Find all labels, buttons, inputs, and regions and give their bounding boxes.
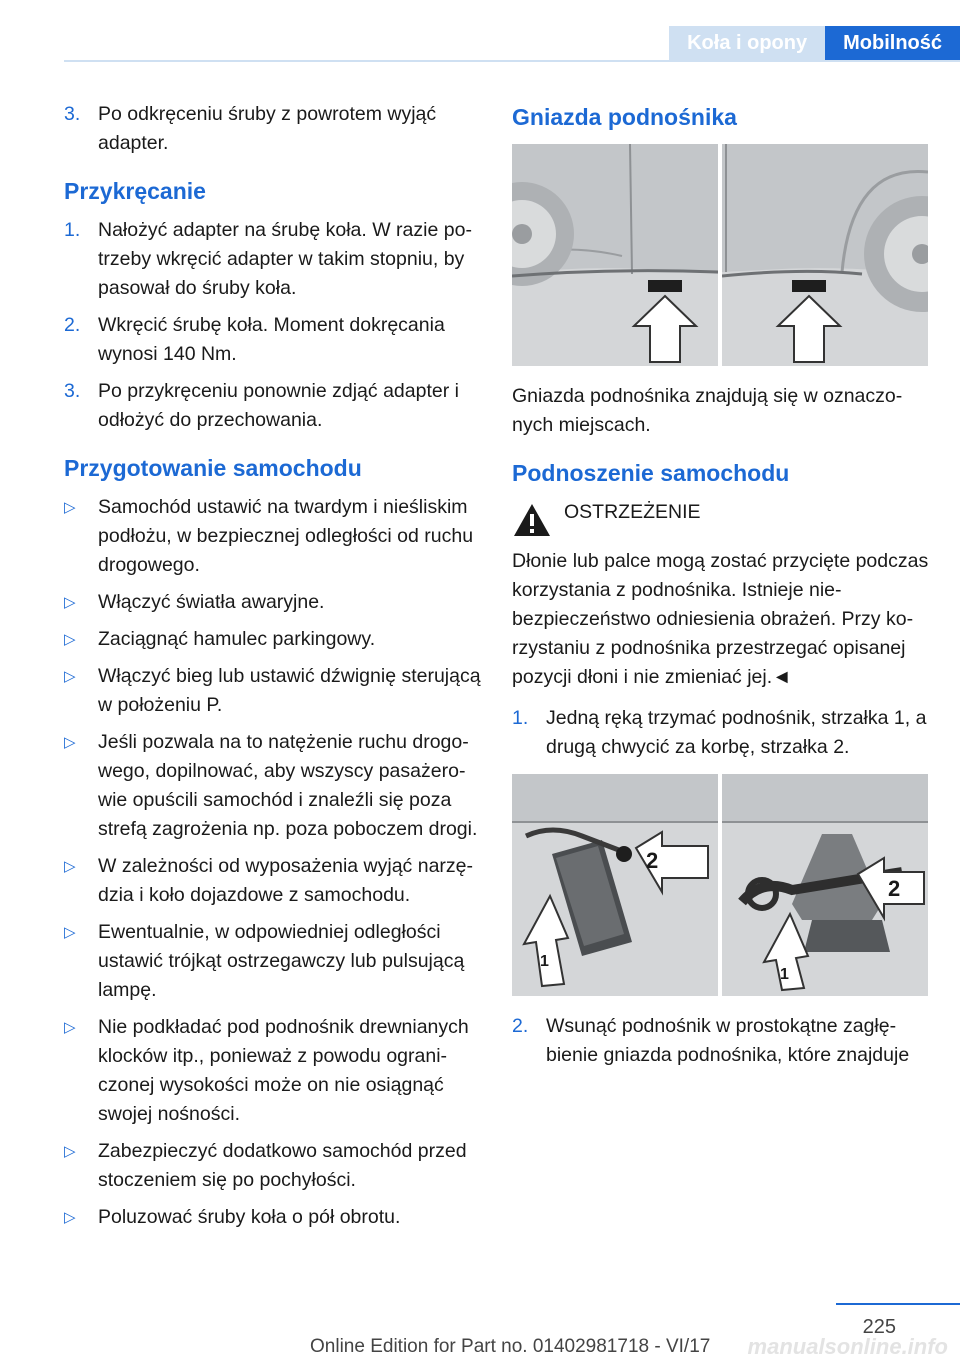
heading-screwing: Przykręcanie xyxy=(64,178,206,204)
heading-jack-points: Gniazda podnośnika xyxy=(512,104,737,130)
jack-handling-figure xyxy=(512,774,928,996)
tab-chapter[interactable]: Mobilność xyxy=(825,26,960,60)
list-item xyxy=(64,1013,482,1129)
arrow-label-1: 1 xyxy=(780,966,789,983)
triangle-right-icon: ▷ xyxy=(64,499,76,516)
bullet-text: Samochód ustawić na twardym i nieśliskim podłożu, w bezpiecznej odległości od ruchu drogowego. xyxy=(98,496,474,576)
arrow-label-2: 2 xyxy=(646,848,659,873)
list-item xyxy=(64,625,482,654)
warning-triangle-icon xyxy=(512,498,564,543)
step-number: 2. xyxy=(512,1015,529,1037)
arrow-label-2: 2 xyxy=(888,876,901,901)
heading-lifting: Podnoszenie samochodu xyxy=(512,460,790,486)
step-text: Jedną ręką trzymać podnośnik, strzałka 1, a drugą chwycić za korbę, strzałka 2. xyxy=(546,707,927,758)
step-number: 3. xyxy=(64,380,81,402)
step-number: 1. xyxy=(512,707,529,729)
list-item xyxy=(64,728,482,844)
bullet-text: Nie podkładać pod podnośnik drewnianych klocków itp., ponieważ z powodu ograniczonej wysokości może on nie osiągnąć swojej nośności. xyxy=(98,1016,469,1125)
step-text: Wsunąć podnośnik w prostokątne zagłębienie gniazda podnośnika, które znajduje xyxy=(546,1015,910,1066)
bullet-text: Włączyć światła awaryjne. xyxy=(98,591,325,613)
prep-list xyxy=(64,493,482,1232)
triangle-right-icon: ▷ xyxy=(64,668,76,685)
triangle-right-icon: ▷ xyxy=(64,1143,76,1160)
lifting-steps-continued xyxy=(512,1012,932,1070)
list-item xyxy=(64,662,482,720)
left-column xyxy=(64,100,482,1240)
step-number: 2. xyxy=(64,314,81,336)
triangle-right-icon: ▷ xyxy=(64,858,76,875)
intro-list xyxy=(64,100,482,158)
list-item xyxy=(64,918,482,1005)
header-rule xyxy=(64,60,960,62)
tab-section[interactable]: Koła i opony xyxy=(669,26,825,60)
bullet-text: Ewentualnie, w odpowiedniej odległości ustawić trójkąt ostrzegawczy lub pulsującą lampę. xyxy=(98,921,465,1001)
warning-box xyxy=(512,498,932,543)
step-text: Po odkręceniu śruby z powrotem wyjąć adapter. xyxy=(98,103,437,154)
arrow-label-1: 1 xyxy=(540,953,549,970)
step-text: Nałożyć adapter na śrubę koła. W razie potrzeby wkręcić adapter w takim stopniu, by pasował do śruby koła. xyxy=(98,219,472,299)
bullet-text: Poluzować śruby koła o pół obrotu. xyxy=(98,1206,401,1228)
jack-crank-illustration xyxy=(722,774,928,996)
edition-footer: Online Edition for Part no. 01402981718 - VI/17 xyxy=(310,1336,711,1357)
jack-point-front-illustration xyxy=(512,144,718,366)
jack-points-caption: Gniazda podnośnika znajdują się w oznaczonych miejscach. xyxy=(512,385,903,436)
warning-title: OSTRZEŻENIE xyxy=(564,501,701,523)
page-number: 225 xyxy=(862,1316,896,1338)
footer-rule xyxy=(836,1303,960,1305)
lifting-steps xyxy=(512,704,932,762)
bullet-text: Zabezpieczyć dodatkowo samochód przed stoczeniem się po pochyłości. xyxy=(98,1140,467,1191)
list-item xyxy=(512,1012,932,1070)
bullet-text: Włączyć bieg lub ustawić dźwignię sterującą w położeniu P. xyxy=(98,665,481,716)
list-item xyxy=(64,1137,482,1195)
triangle-right-icon: ▷ xyxy=(64,734,76,751)
list-item xyxy=(64,377,482,435)
triangle-right-icon: ▷ xyxy=(64,631,76,648)
header-tabs xyxy=(669,26,960,60)
triangle-right-icon: ▷ xyxy=(64,594,76,611)
triangle-right-icon: ▷ xyxy=(64,1209,76,1226)
list-item xyxy=(64,100,482,158)
jack-points-figure xyxy=(512,144,928,366)
list-item xyxy=(64,311,482,369)
heading-prep: Przygotowanie samochodu xyxy=(64,455,362,481)
bullet-text: Zaciągnąć hamulec parkingowy. xyxy=(98,628,376,650)
jack-hold-illustration xyxy=(512,774,718,996)
list-item xyxy=(64,1203,482,1232)
bullet-text: Jeśli pozwala na to natężenie ruchu drogowego, dopilnować, aby wszyscy pasażerowie opuścili samochód i znaleźli się poza strefą zagrożenia np. poza poboczem drogi. xyxy=(98,731,478,840)
warning-body: Dłonie lub palce mogą zostać przycięte podczas korzystania z podnośnika. Istnieje niebezpieczeństwo odniesienia obrażeń. Przy korzystaniu z podnośnika przestrzegać opisanej pozycji dłoni i nie zmieniać jej.◄ xyxy=(512,550,929,688)
step-number: 1. xyxy=(64,219,81,241)
list-item xyxy=(64,588,482,617)
list-item xyxy=(64,852,482,910)
right-column xyxy=(512,100,932,1078)
step-number: 3. xyxy=(64,103,81,125)
screwing-steps xyxy=(64,216,482,435)
bullet-text: W zależności od wyposażenia wyjąć narzędzia i koło dojazdowe z samochodu. xyxy=(98,855,474,906)
list-item xyxy=(64,216,482,303)
watermark: manualsonline.info xyxy=(747,1334,948,1359)
list-item xyxy=(512,704,932,762)
triangle-right-icon: ▷ xyxy=(64,1019,76,1036)
step-text: Wkręcić śrubę koła. Moment dokręcania wynosi 140 Nm. xyxy=(98,314,445,365)
step-text: Po przykręceniu ponownie zdjąć adapter i odłożyć do przechowania. xyxy=(98,380,459,431)
triangle-right-icon: ▷ xyxy=(64,924,76,941)
list-item xyxy=(64,493,482,580)
jack-point-rear-illustration xyxy=(722,144,928,366)
